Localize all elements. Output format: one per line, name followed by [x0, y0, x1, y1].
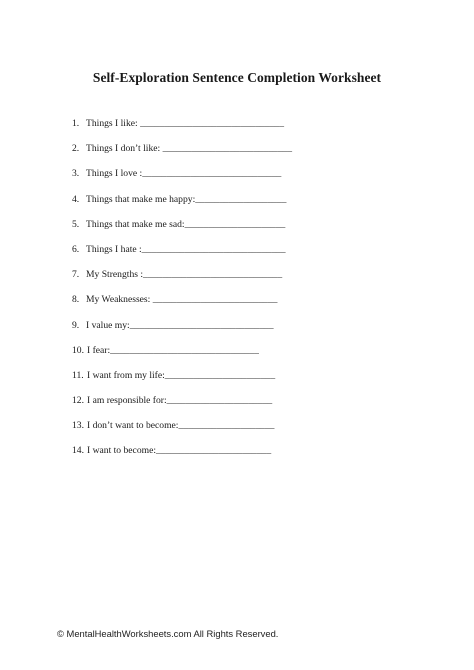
item-text: Things I don’t like: ___________________________ — [86, 143, 293, 155]
item-number: 3. — [72, 168, 80, 180]
list-item — [72, 118, 292, 143]
list-item — [72, 269, 292, 294]
item-number: 9. — [72, 319, 80, 331]
list-item — [72, 420, 292, 445]
item-text: My Strengths :_____________________________ — [86, 269, 283, 281]
item-text: I value my:______________________________ — [86, 319, 274, 331]
item-number: 10. — [72, 344, 84, 356]
list-item — [72, 244, 292, 269]
item-number: 11. — [72, 369, 84, 381]
item-text: My Weaknesses: __________________________ — [86, 294, 278, 306]
item-number: 14. — [72, 445, 84, 457]
item-number: 5. — [72, 218, 80, 230]
item-text: I want to become:________________________ — [87, 445, 272, 457]
item-text: I don’t want to become:____________________ — [87, 420, 275, 432]
item-number: 6. — [72, 243, 80, 255]
list-item — [72, 320, 292, 345]
item-number: 4. — [72, 193, 80, 205]
item-text: Things that make me happy:___________________ — [86, 193, 287, 205]
list-item — [72, 168, 292, 193]
item-text: Things I love :_____________________________ — [86, 168, 282, 180]
copyright-footer: © MentalHealthWorksheets.com All Rights Reserved. — [57, 628, 279, 639]
list-item — [72, 143, 292, 168]
sentence-list — [72, 118, 292, 471]
item-number: 7. — [72, 269, 80, 281]
item-number: 13. — [72, 420, 84, 432]
item-text: Things I hate :______________________________ — [86, 243, 286, 255]
item-number: 1. — [72, 118, 80, 129]
list-item — [72, 370, 292, 395]
list-item — [72, 194, 292, 219]
item-text: I want from my life:_______________________ — [87, 369, 276, 381]
list-item — [72, 345, 292, 370]
item-text: I fear:_______________________________ — [87, 344, 259, 356]
item-number: 12. — [72, 395, 84, 407]
list-item — [72, 219, 292, 244]
item-text: Things I like: ______________________________ — [86, 118, 284, 129]
item-number: 2. — [72, 143, 80, 155]
item-text: Things that make me sad:_____________________ — [86, 218, 286, 230]
item-number: 8. — [72, 294, 80, 306]
list-item — [72, 294, 292, 319]
item-text: I am responsible for:______________________ — [87, 395, 273, 407]
page-title: Self-Exploration Sentence Completion Worksheet — [92, 70, 382, 85]
list-item — [72, 395, 292, 420]
list-item — [72, 445, 292, 470]
